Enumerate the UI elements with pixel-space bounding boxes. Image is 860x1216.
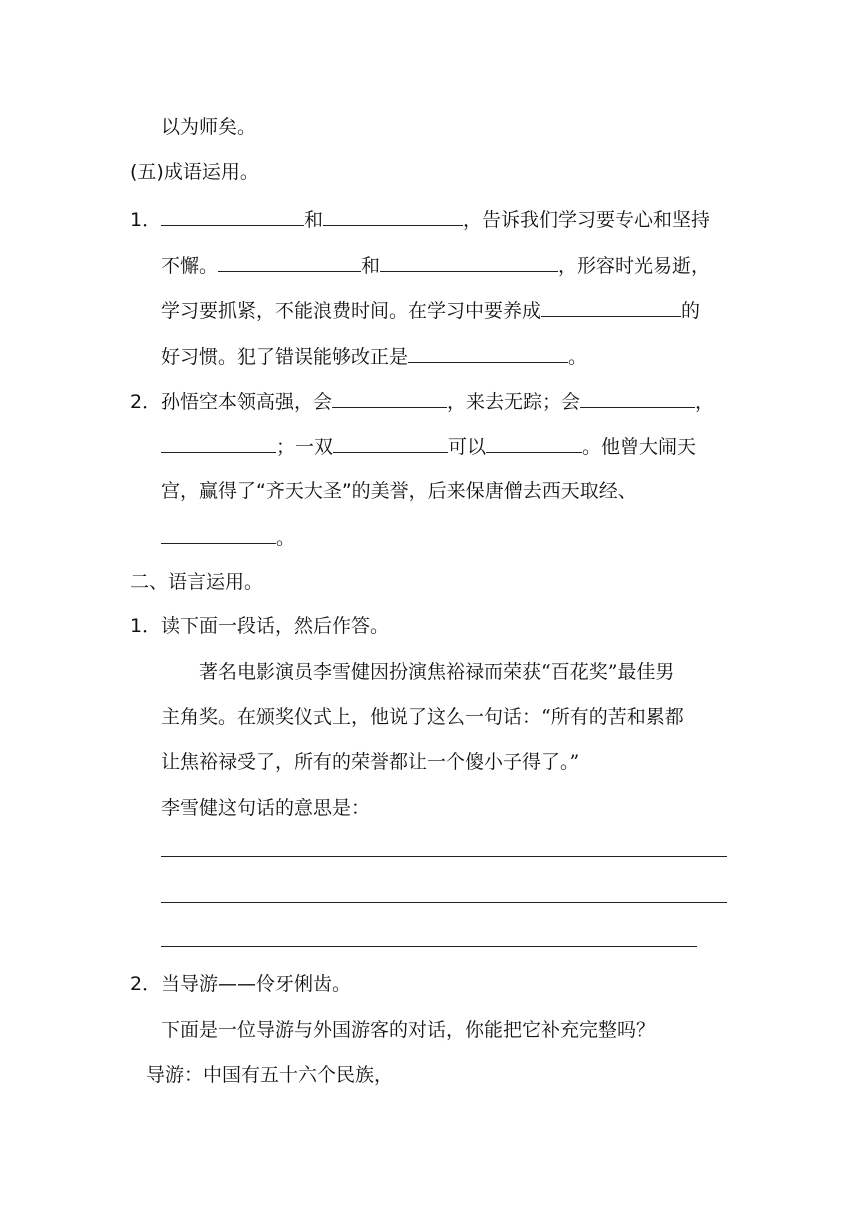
text-fragment: 可以 <box>448 436 487 458</box>
text-fragment: 下面是一位导游与外国游客的对话，你能把它补充完整吗？ <box>161 1019 656 1041</box>
answer-blank[interactable] <box>486 433 582 453</box>
question-1-prompt <box>130 614 389 638</box>
text-fragment: 宫，赢得了“齐天大圣”的美誉，后来保唐僧去西天取经、 <box>161 480 637 502</box>
question-2-line-1 <box>130 388 714 414</box>
answer-line[interactable] <box>161 946 697 947</box>
answer-blank[interactable] <box>161 433 276 453</box>
text-fragment: 李雪健这句话的意思是： <box>161 797 371 819</box>
question-number: 2． <box>130 391 162 413</box>
passage-line <box>161 705 684 729</box>
text-fragment: 好习惯。犯了错误能够改正是 <box>161 346 409 368</box>
question-1-line-3 <box>161 297 700 323</box>
question-1-line-2 <box>161 252 710 278</box>
question-number: 2． <box>130 973 162 995</box>
answer-blank[interactable] <box>380 252 558 272</box>
question-number: 1． <box>130 615 162 637</box>
question-1-line-4 <box>161 343 587 369</box>
answer-blank[interactable] <box>161 524 276 544</box>
text-line <box>161 115 256 139</box>
question-number: 1． <box>130 209 162 231</box>
section-heading <box>130 160 259 184</box>
answer-blank[interactable] <box>218 252 361 272</box>
answer-blank[interactable] <box>332 388 447 408</box>
question-2-line-2 <box>161 433 696 459</box>
answer-blank[interactable] <box>541 297 681 317</box>
answer-blank[interactable] <box>333 433 448 453</box>
text-fragment: ，形容时光易逝， <box>558 255 711 277</box>
text-fragment: 和 <box>304 209 324 231</box>
text-fragment: 的 <box>681 300 701 322</box>
question-1-line-1 <box>130 206 710 232</box>
text-fragment: 以为师矣。 <box>161 116 257 138</box>
heading-text: 二、语言运用。 <box>130 571 264 593</box>
text-fragment: ，来去无踪；会 <box>447 391 581 413</box>
text-fragment: 读下面一段话，然后作答。 <box>161 615 390 637</box>
answer-blank[interactable] <box>408 343 568 363</box>
text-fragment: 学习要抓紧，不能浪费时间。在学习中要养成 <box>161 300 542 322</box>
text-fragment: 主角奖。在颁奖仪式上，他说了这么一句话：“所有的苦和累都 <box>161 706 684 728</box>
question-2-prompt <box>161 1018 655 1042</box>
text-fragment: 著名电影演员李雪健因扮演焦裕禄而荣获“百花奖”最佳男 <box>199 661 675 683</box>
dialogue-line <box>146 1063 393 1087</box>
answer-line[interactable] <box>161 902 727 903</box>
answer-blank[interactable] <box>161 206 304 226</box>
question-text <box>161 796 370 820</box>
text-fragment: 孙悟空本领高强，会 <box>161 391 333 413</box>
text-fragment: 。 <box>276 527 296 549</box>
section-heading <box>130 570 263 594</box>
text-fragment: ；一双 <box>276 436 334 458</box>
text-fragment: 。 <box>568 346 588 368</box>
text-fragment: 不懈。 <box>161 255 219 277</box>
answer-line[interactable] <box>161 856 727 857</box>
answer-blank[interactable] <box>323 206 463 226</box>
heading-text: (五)成语运用。 <box>130 161 259 183</box>
passage-line <box>161 750 579 774</box>
text-fragment: ，告诉我们学习要专心和坚持 <box>463 209 711 231</box>
text-fragment: 。他曾大闹天 <box>582 436 697 458</box>
question-2-title <box>130 972 351 996</box>
answer-blank[interactable] <box>580 388 695 408</box>
passage-line <box>199 660 674 684</box>
text-fragment: 导游：中国有五十六个民族， <box>146 1064 394 1086</box>
text-fragment: 让焦裕禄受了，所有的荣誉都让一个傻小子得了。” <box>161 751 580 773</box>
question-2-line-3 <box>161 479 637 503</box>
text-fragment: 当导游——伶牙俐齿。 <box>161 973 352 995</box>
question-2-line-4 <box>161 524 295 550</box>
text-fragment: ， <box>695 391 715 413</box>
text-fragment: 和 <box>361 255 381 277</box>
